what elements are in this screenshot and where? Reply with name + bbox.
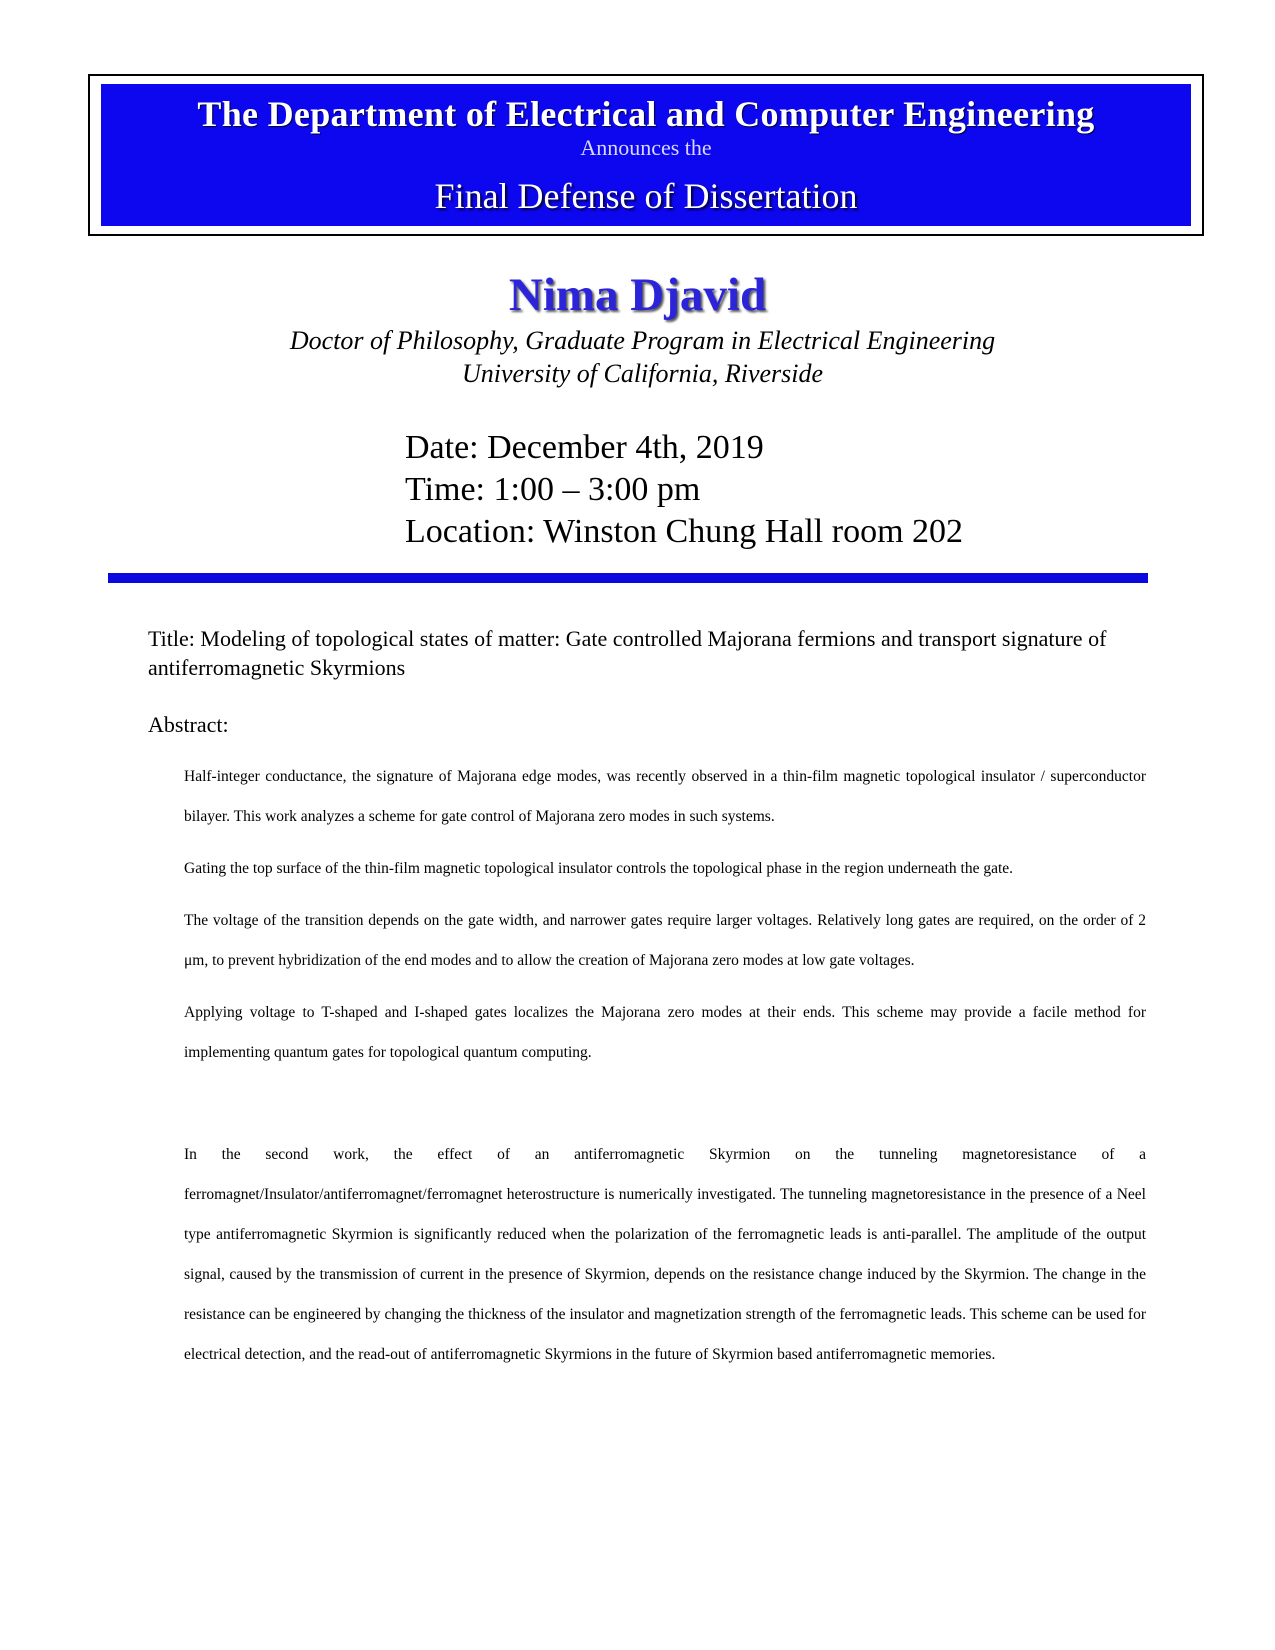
- abstract-paragraph: Half-integer conductance, the signature of Majorana edge modes, was recently observed in a thin-film magnetic topological insulator / superconductor bilayer. This work analyzes a scheme for gate control of Majorana zero modes in such systems.: [184, 768, 1146, 825]
- event-location: Location: Winston Chung Hall room 202: [405, 513, 964, 550]
- degree-program: Doctor of Philosophy, Graduate Program in Electrical Engineering: [289, 326, 996, 355]
- department-title: The Department of Electrical and Computer Engineering: [197, 94, 1095, 134]
- abstract-paragraph: In the second work, the effect of an antiferromagnetic Skyrmion on the tunneling magnetoresistance of a ferromagnet/Insulator/antiferromagnet/ferromagnet heterostructure is numerically investigated. The tunneling magnetoresistance in the presence of a Neel type antiferromagnetic Skyrmion is significantly reduced when the polarization of the ferromagnetic leads is anti-parallel. The amplitude of the output signal, caused by the transmission of current in the presence of Skyrmion, depends on the resistance change induced by the Skyrmion. The change in the resistance can be engineered by changing the thickness of the insulator and magnetization strength of the ferromagnetic leads. This scheme can be used for electrical detection, and the read-out of antiferromagnetic Skyrmions in the future of Skyrmion based antiferromagnetic memories.: [184, 1146, 1146, 1363]
- candidate-name: Nima Djavid: [508, 269, 767, 321]
- event-date: Date: December 4th, 2019: [405, 429, 764, 466]
- abstract-paragraph: Gating the top surface of the thin-film magnetic topological insulator controls the topological phase in the region underneath the gate.: [184, 860, 1014, 877]
- abstract-paragraph: The voltage of the transition depends on the gate width, and narrower gates require larger voltages. Relatively long gates are required, on the order of 2 μm, to prevent hybridization of the end modes and to allow the creation of Majorana zero modes at low gate voltages.: [184, 912, 1146, 969]
- dissertation-title: Title: Modeling of topological states of matter: Gate controlled Majorana fermions and transport signature of antiferromagnetic Skyrmions: [148, 626, 1107, 680]
- event-time: Time: 1:00 – 3:00 pm: [405, 471, 701, 508]
- abstract-paragraph: Applying voltage to T-shaped and I-shaped gates localizes the Majorana zero modes at their ends. This scheme may provide a facile method for implementing quantum gates for topological quantum computing.: [184, 1004, 1146, 1061]
- section-divider: [108, 573, 1148, 583]
- event-type-title: Final Defense of Dissertation: [434, 176, 858, 216]
- university-name: University of California, Riverside: [461, 359, 824, 388]
- header-banner-frame: [88, 74, 1204, 236]
- abstract-body: [184, 757, 1146, 1387]
- abstract-heading: Abstract:: [148, 712, 229, 737]
- header-banner: [101, 84, 1191, 226]
- event-details: [405, 427, 963, 553]
- announces-text: Announces the: [580, 135, 712, 160]
